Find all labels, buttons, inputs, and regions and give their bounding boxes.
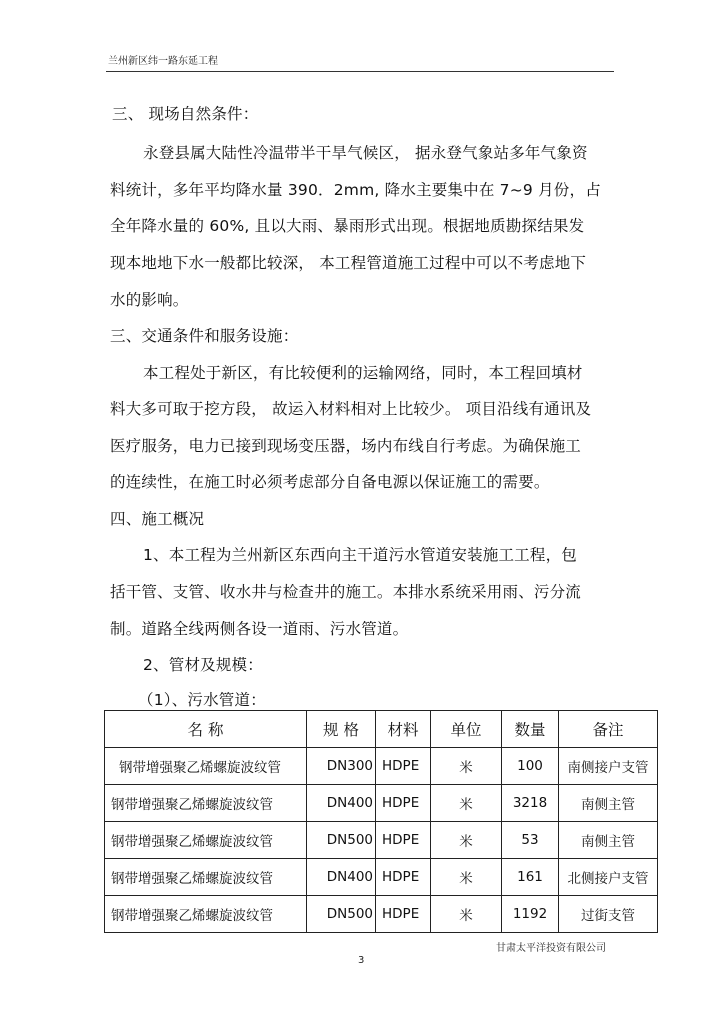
subheading-pipes: 2、管材及规模： <box>143 656 263 674</box>
header-spec: 规 格 <box>307 711 376 748</box>
section-heading-traffic: 三、交通条件和服务设施： <box>110 327 299 345</box>
paragraph-line: 的连续性，在施工时必须考虑部分自备电源以保证施工的需要。 <box>110 473 550 491</box>
page-number: 3 <box>358 955 365 966</box>
paragraph-line: 现本地地下水一般都比较深， 本工程管道施工过程中可以不考虑地下 <box>110 254 587 272</box>
paragraph-line: 永登县属大陆性冷温带半干旱气候区， 据永登气象站多年气象资 <box>143 144 588 162</box>
table-header-row <box>105 711 658 748</box>
cell-unit: 米 <box>431 785 502 822</box>
page-header: 兰州新区纬一路东延工程 <box>108 56 218 67</box>
paragraph-line: 1、本工程为兰州新区东西向主干道污水管道安装施工工程，包 <box>143 546 577 564</box>
header-material: 材料 <box>376 711 431 748</box>
cell-note: 过街支管 <box>559 896 658 933</box>
cell-material: HDPE <box>376 859 431 896</box>
paragraph-line: 本工程处于新区，有比较便利的运输网络，同时，本工程回填材 <box>143 364 583 382</box>
cell-name: 钢带增强聚乙烯螺旋波纹管 <box>105 896 307 933</box>
section-heading-overview: 四、施工概况 <box>110 510 205 528</box>
cell-quantity: 100 <box>502 748 559 785</box>
paragraph-line: 医疗服务，电力已接到现场变压器，场内布线自行考虑。为确保施工 <box>110 437 582 455</box>
paragraph-line: 全年降水量的 60%, 且以大雨、暴雨形式出现。根据地质勘探结果发 <box>110 217 585 235</box>
cell-name: 钢带增强聚乙烯螺旋波纹管 <box>105 785 307 822</box>
cell-quantity: 1192 <box>502 896 559 933</box>
cell-note: 南侧接户支管 <box>559 748 658 785</box>
paragraph-line: 括干管、支管、收水井与检查井的施工。本排水系统采用雨、污分流 <box>110 583 582 601</box>
cell-material: HDPE <box>376 748 431 785</box>
header-unit: 单位 <box>431 711 502 748</box>
cell-name: 钢带增强聚乙烯螺旋波纹管 <box>105 748 307 785</box>
cell-quantity: 161 <box>502 859 559 896</box>
cell-unit: 米 <box>431 822 502 859</box>
footer-company: 甘肃太平洋投资有限公司 <box>496 943 606 954</box>
header-rule <box>106 71 614 72</box>
subheading-sewage: （1）、污水管道： <box>138 691 266 709</box>
table-row <box>105 785 658 822</box>
cell-quantity: 53 <box>502 822 559 859</box>
cell-name: 钢带增强聚乙烯螺旋波纹管 <box>105 822 307 859</box>
cell-unit: 米 <box>431 748 502 785</box>
cell-name: 钢带增强聚乙烯螺旋波纹管 <box>105 859 307 896</box>
cell-note: 南侧主管 <box>559 785 658 822</box>
header-note: 备注 <box>559 711 658 748</box>
paragraph-line: 料统计，多年平均降水量 390．2mm, 降水主要集中在 7~9 月份，占 <box>110 181 601 199</box>
header-name: 名 称 <box>105 711 307 748</box>
cell-spec: DN400 <box>307 859 376 896</box>
cell-spec: DN500 <box>307 896 376 933</box>
cell-note: 南侧主管 <box>559 822 658 859</box>
table-row <box>105 859 658 896</box>
cell-spec: DN500 <box>307 822 376 859</box>
cell-material: HDPE <box>376 785 431 822</box>
table-row <box>105 822 658 859</box>
header-quantity: 数量 <box>502 711 559 748</box>
cell-unit: 米 <box>431 859 502 896</box>
cell-material: HDPE <box>376 896 431 933</box>
cell-note: 北侧接户支管 <box>559 859 658 896</box>
cell-spec: DN300 <box>307 748 376 785</box>
section-heading-natural-conditions: 三、 现场自然条件： <box>112 105 259 123</box>
paragraph-line: 料大多可取于挖方段， 故运入材料相对上比较少。 项目沿线有通讯及 <box>110 400 592 418</box>
table-row <box>105 896 658 933</box>
cell-quantity: 3218 <box>502 785 559 822</box>
cell-material: HDPE <box>376 822 431 859</box>
cell-spec: DN400 <box>307 785 376 822</box>
paragraph-line: 制。道路全线两侧各设一道雨、污水管道。 <box>110 620 409 638</box>
table-row <box>105 748 658 785</box>
cell-unit: 米 <box>431 896 502 933</box>
paragraph-line: 水的影响。 <box>110 291 189 309</box>
pipe-materials-table <box>104 710 658 933</box>
